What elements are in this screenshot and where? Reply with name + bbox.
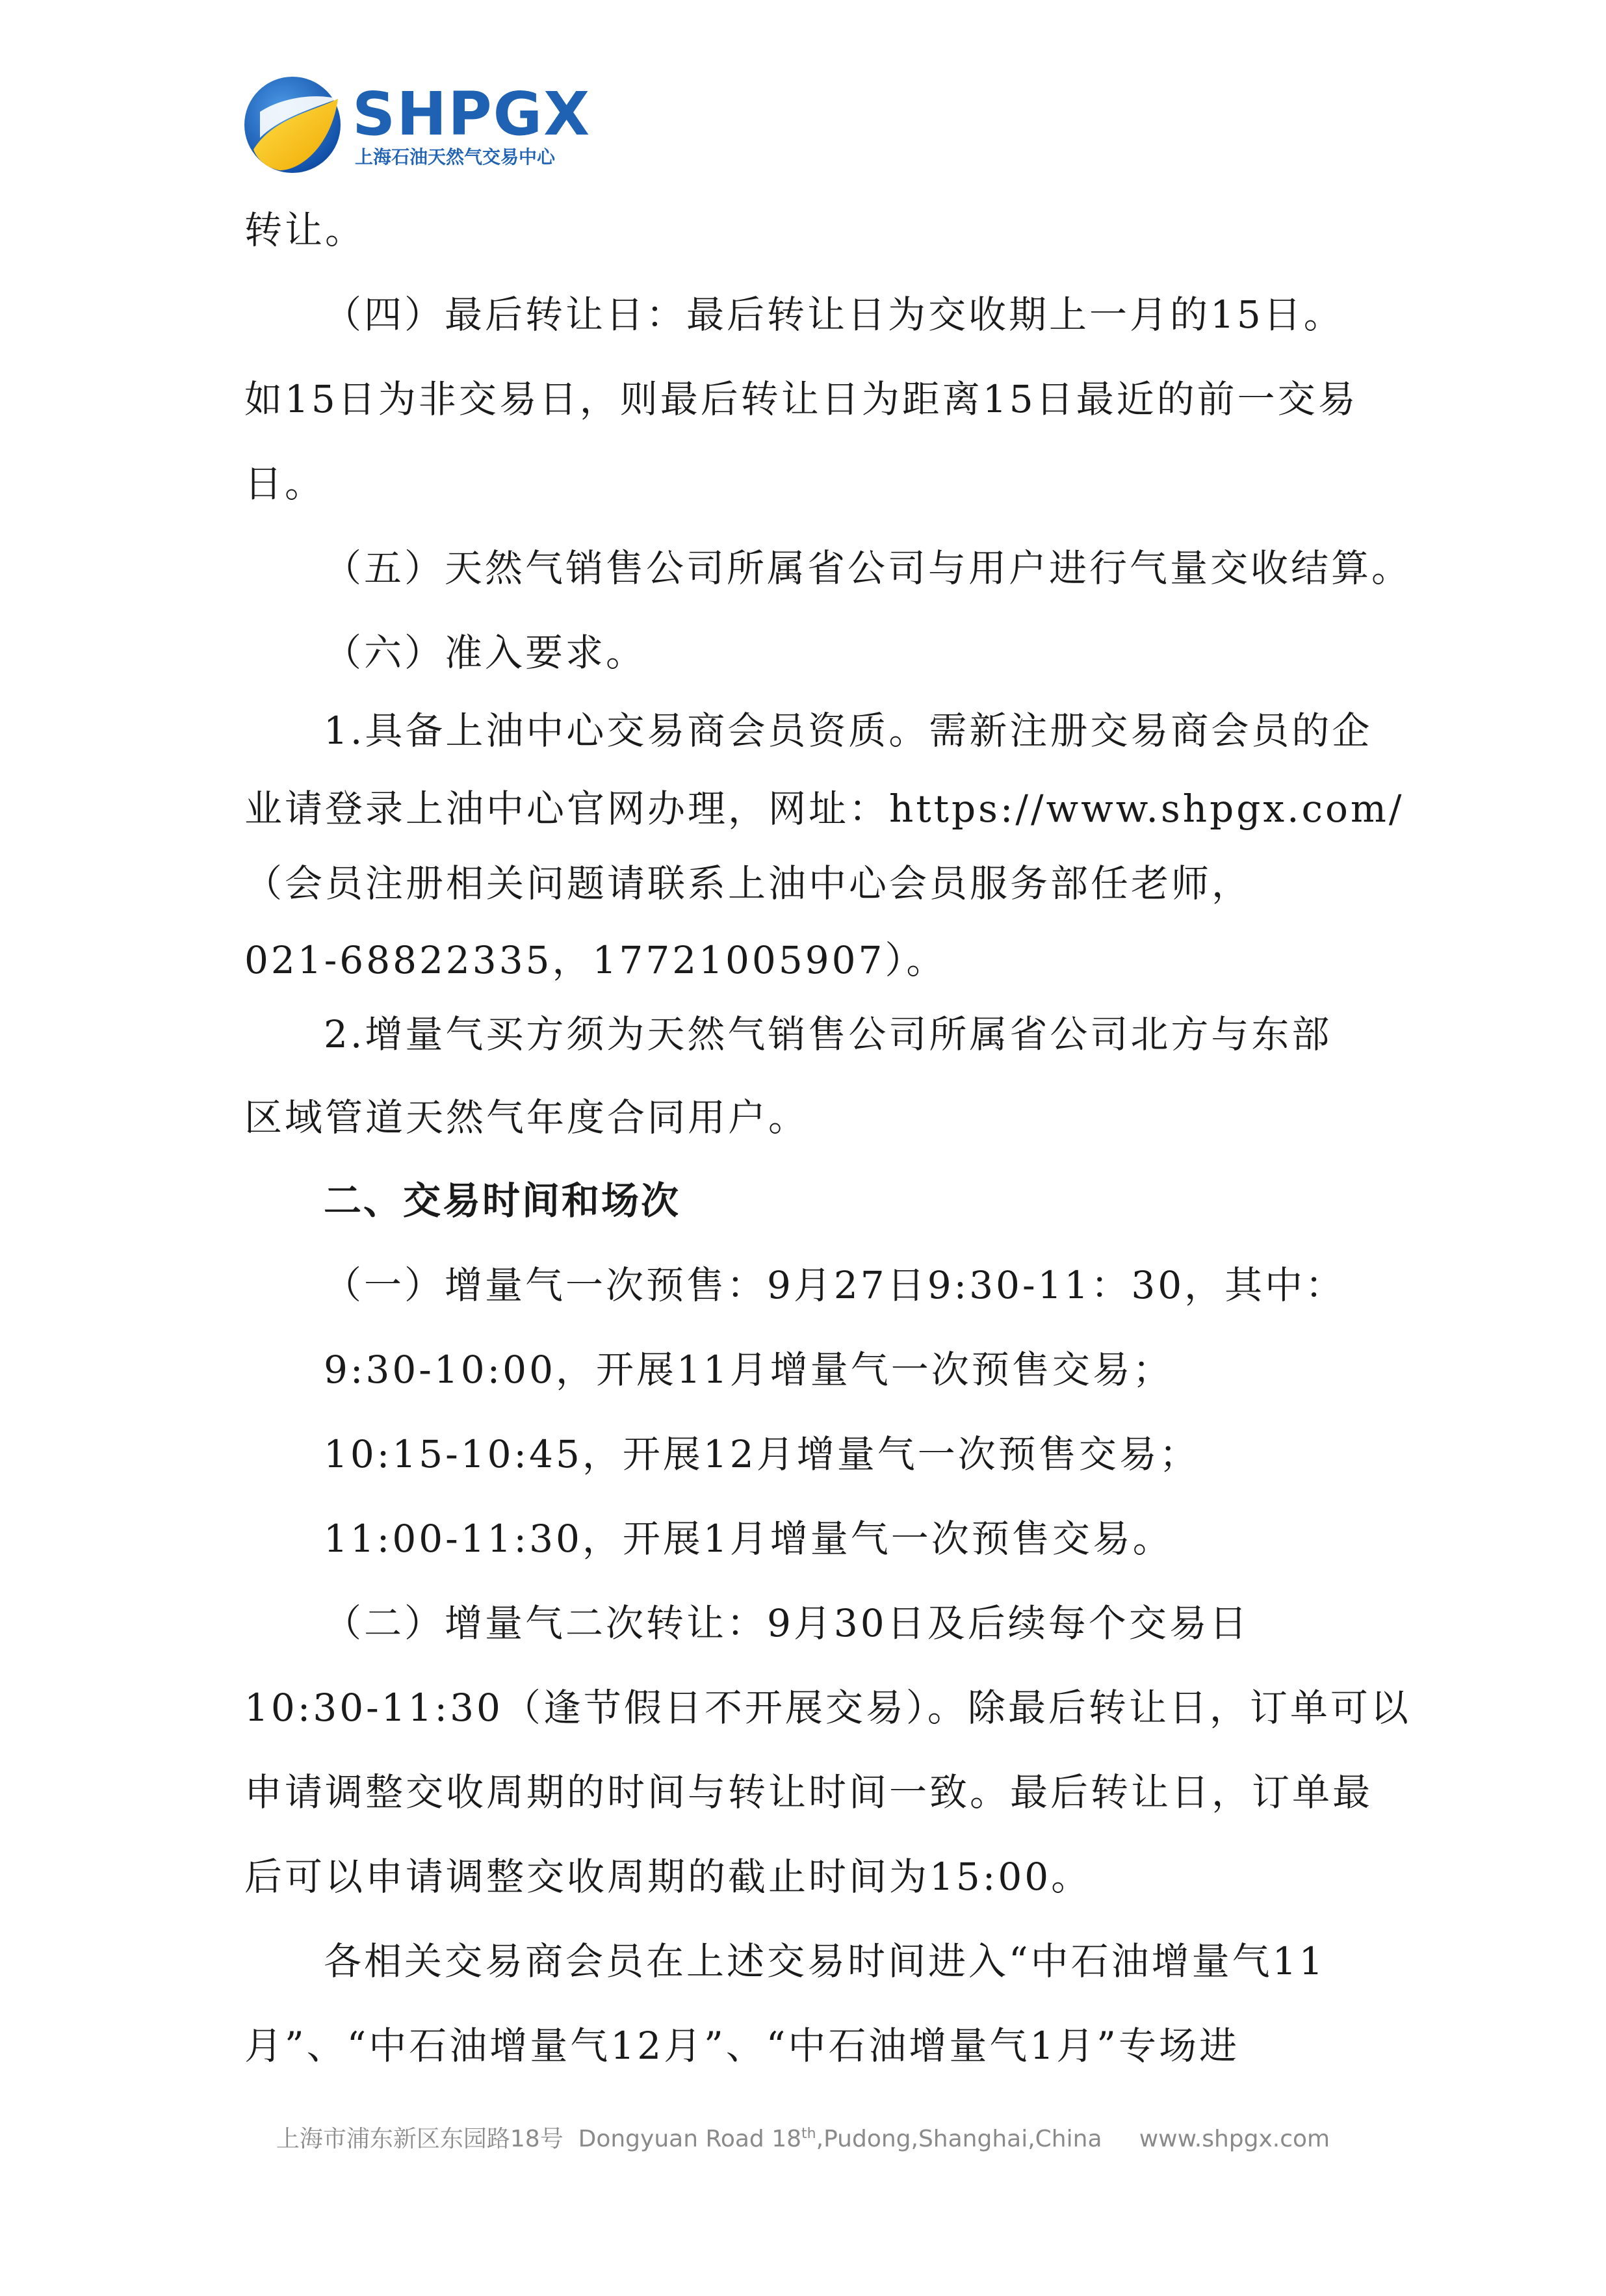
text-line: （六）准入要求。: [324, 631, 647, 675]
text-line: 后可以申请调整交收周期的截止时间为15:00。: [244, 1855, 1092, 1899]
text-line: 业请登录上油中心官网办理，网址：https://www.shpgx.com/: [244, 787, 1405, 831]
shpgx-logo: [240, 73, 591, 183]
text-line: 转让。: [244, 208, 366, 252]
text-line: 2.增量气买方须为天然气销售公司所属省公司北方与东部: [324, 1012, 1332, 1056]
text-line: （四）最后转让日：最后转让日为交收期上一月的15日。: [324, 293, 1344, 337]
logo-subtitle: 上海石油天然气交易中心: [355, 146, 556, 168]
logo-wordmark: SHPGX: [352, 79, 591, 149]
section-heading: 二、交易时间和场次: [324, 1179, 681, 1223]
text-line: 日。: [244, 462, 326, 506]
text-line: （二）增量气二次转让：9月30日及后续每个交易日: [324, 1601, 1250, 1645]
text-line: 9:30-10:00，开展11月增量气一次预售交易；: [324, 1348, 1173, 1392]
footer-address-cn: 上海市浦东新区东园路18号: [276, 2126, 563, 2152]
text-line: （一）增量气一次预售：9月27日9:30-11：30，其中：: [324, 1263, 1346, 1307]
text-line: 区域管道天然气年度合同用户。: [244, 1095, 809, 1140]
text-line: 10:30-11:30（逢节假日不开展交易）。除最后转让日，订单可以: [244, 1686, 1411, 1730]
shpgx-globe-logo-icon: [240, 73, 344, 177]
text-line: 如15日为非交易日，则最后转让日为距离15日最近的前一交易: [244, 377, 1358, 421]
text-line: 申请调整交收周期的时间与转让时间一致。最后转让日，订单最: [244, 1770, 1373, 1814]
page-footer: [0, 2120, 1606, 2154]
text-line: 021-68822335，17721005907）。: [244, 938, 947, 982]
text-line: 月”、“中石油增量气12月”、“中石油增量气1月”专场进: [244, 2024, 1239, 2068]
text-line: （会员注册相关问题请联系上油中心会员服务部任老师，: [244, 861, 1252, 906]
footer-website: www.shpgx.com: [1139, 2126, 1330, 2152]
text-line: 各相关交易商会员在上述交易时间进入“中石油增量气11: [324, 1939, 1326, 1983]
footer-address-en: Dongyuan Road 18th,Pudong,Shanghai,China: [578, 2126, 1102, 2152]
text-line: （五）天然气销售公司所属省公司与用户进行气量交收结算。: [324, 546, 1412, 590]
text-line: 1.具备上油中心交易商会员资质。需新注册交易商会员的企: [324, 709, 1373, 753]
text-line: 10:15-10:45，开展12月增量气一次预售交易；: [324, 1432, 1200, 1476]
text-line: 11:00-11:30，开展1月增量气一次预售交易。: [324, 1517, 1173, 1561]
